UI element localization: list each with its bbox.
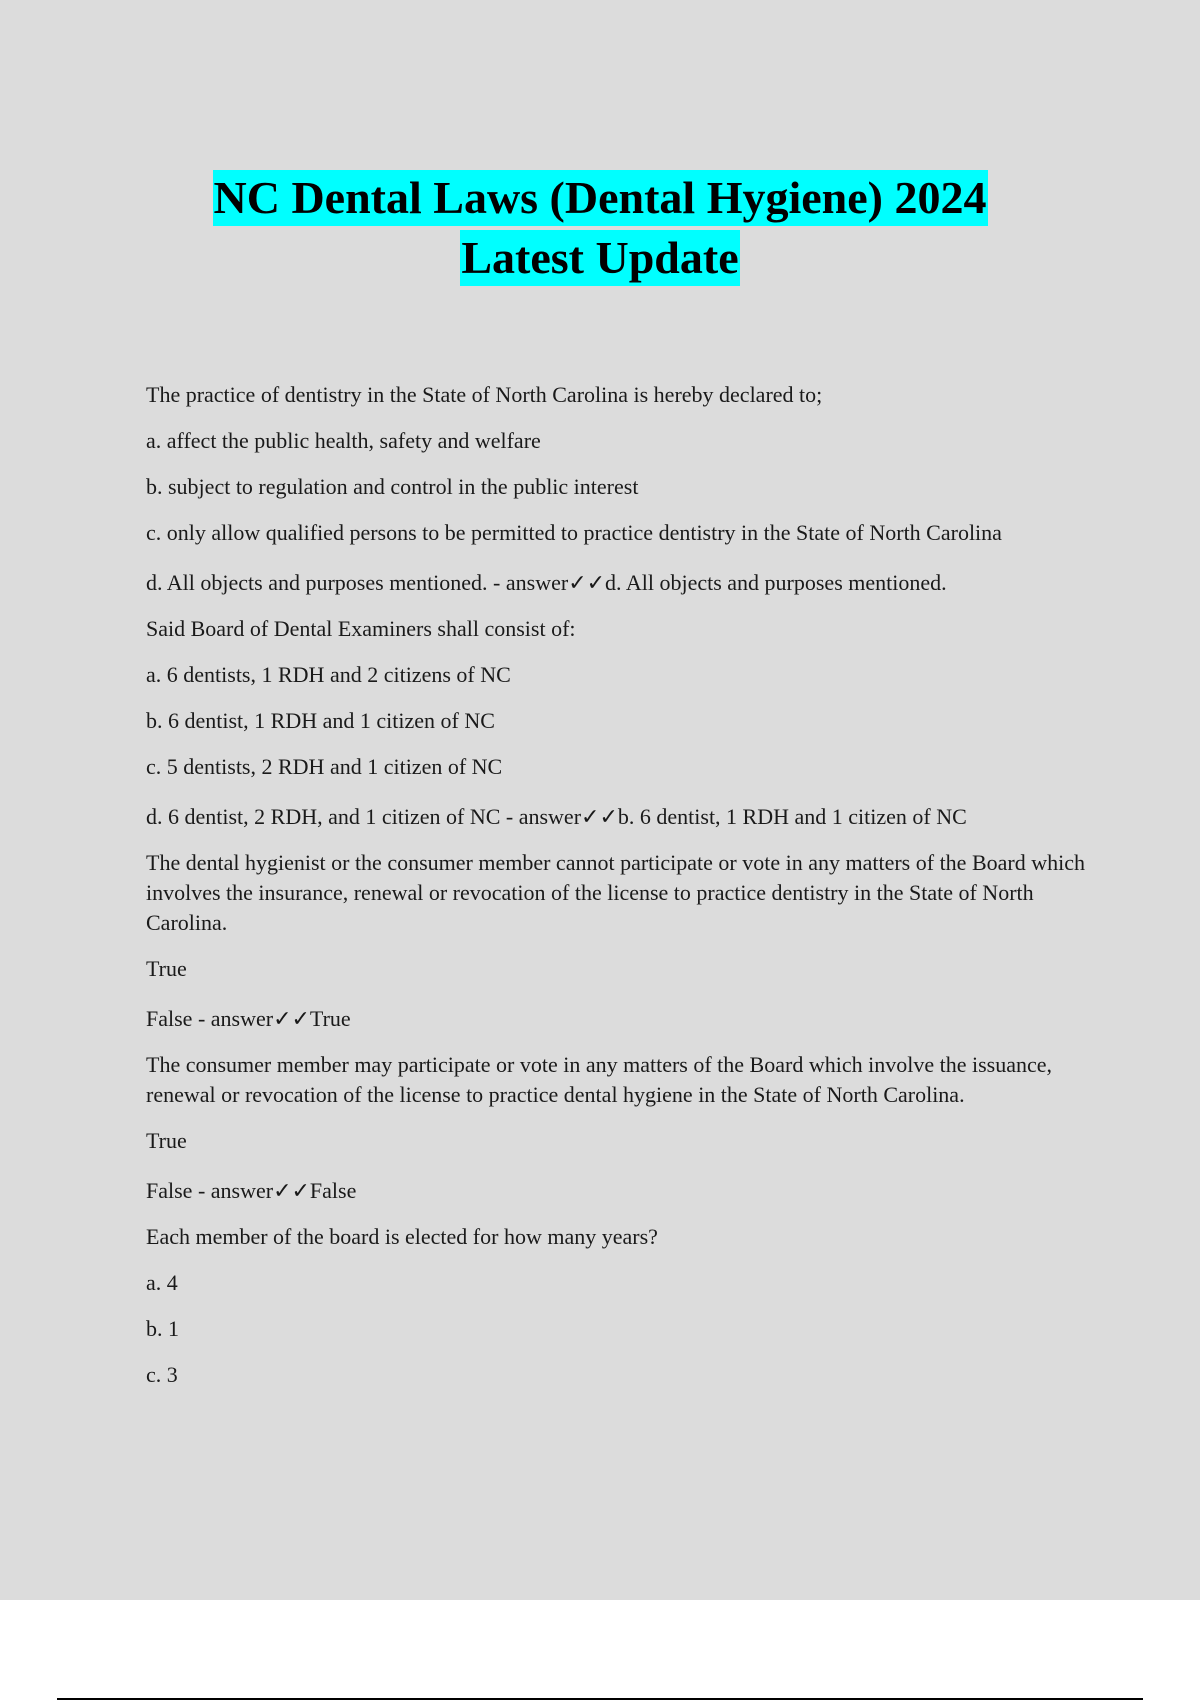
document-body — [146, 380, 1096, 1390]
question-1-option-c: c. only allow qualified persons to be permitted to practice dentistry in the State of North Carolina — [146, 520, 1002, 545]
title-line-1: NC Dental Laws (Dental Hygiene) 2024 — [213, 170, 988, 226]
question-2-option-a: a. 6 dentists, 1 RDH and 2 citizens of NC — [146, 662, 511, 687]
question-3-option-true: True — [146, 956, 187, 981]
question-1-option-b: b. subject to regulation and control in the public interest — [146, 474, 639, 499]
question-4-text: The consumer member may participate or vote in any matters of the Board which involve the issuance, renewal or revocation of the license to practice dental hygiene in the State of North Carolina. — [146, 1052, 1052, 1107]
question-2-text: Said Board of Dental Examiners shall consist of: — [146, 616, 576, 641]
question-2-option-c: c. 5 dentists, 2 RDH and 1 citizen of NC — [146, 754, 503, 779]
question-1-option-a: a. affect the public health, safety and welfare — [146, 428, 541, 453]
document-title — [0, 168, 1200, 288]
question-4-answer: False - answer✓✓False — [146, 1178, 357, 1203]
question-1-text: The practice of dentistry in the State of North Carolina is hereby declared to; — [146, 382, 823, 407]
question-5-option-c: c. 3 — [146, 1362, 178, 1387]
question-5-option-b: b. 1 — [146, 1316, 179, 1341]
question-1-answer: d. All objects and purposes mentioned. - answer✓✓d. All objects and purposes mentioned. — [146, 570, 947, 595]
question-5-option-a: a. 4 — [146, 1270, 178, 1295]
question-4-option-true: True — [146, 1128, 187, 1153]
title-line-2: Latest Update — [460, 230, 739, 286]
question-2-answer: d. 6 dentist, 2 RDH, and 1 citizen of NC - answer✓✓b. 6 dentist, 1 RDH and 1 citizen of NC — [146, 804, 967, 829]
question-2-option-b: b. 6 dentist, 1 RDH and 1 citizen of NC — [146, 708, 495, 733]
question-3-answer: False - answer✓✓True — [146, 1006, 351, 1031]
question-5-text: Each member of the board is elected for how many years? — [146, 1224, 658, 1249]
question-3-text: The dental hygienist or the consumer member cannot participate or vote in any matters of the Board which involves the insurance, renewal or revocation of the license to practice dentistry in the State of North Carolina. — [146, 850, 1085, 935]
